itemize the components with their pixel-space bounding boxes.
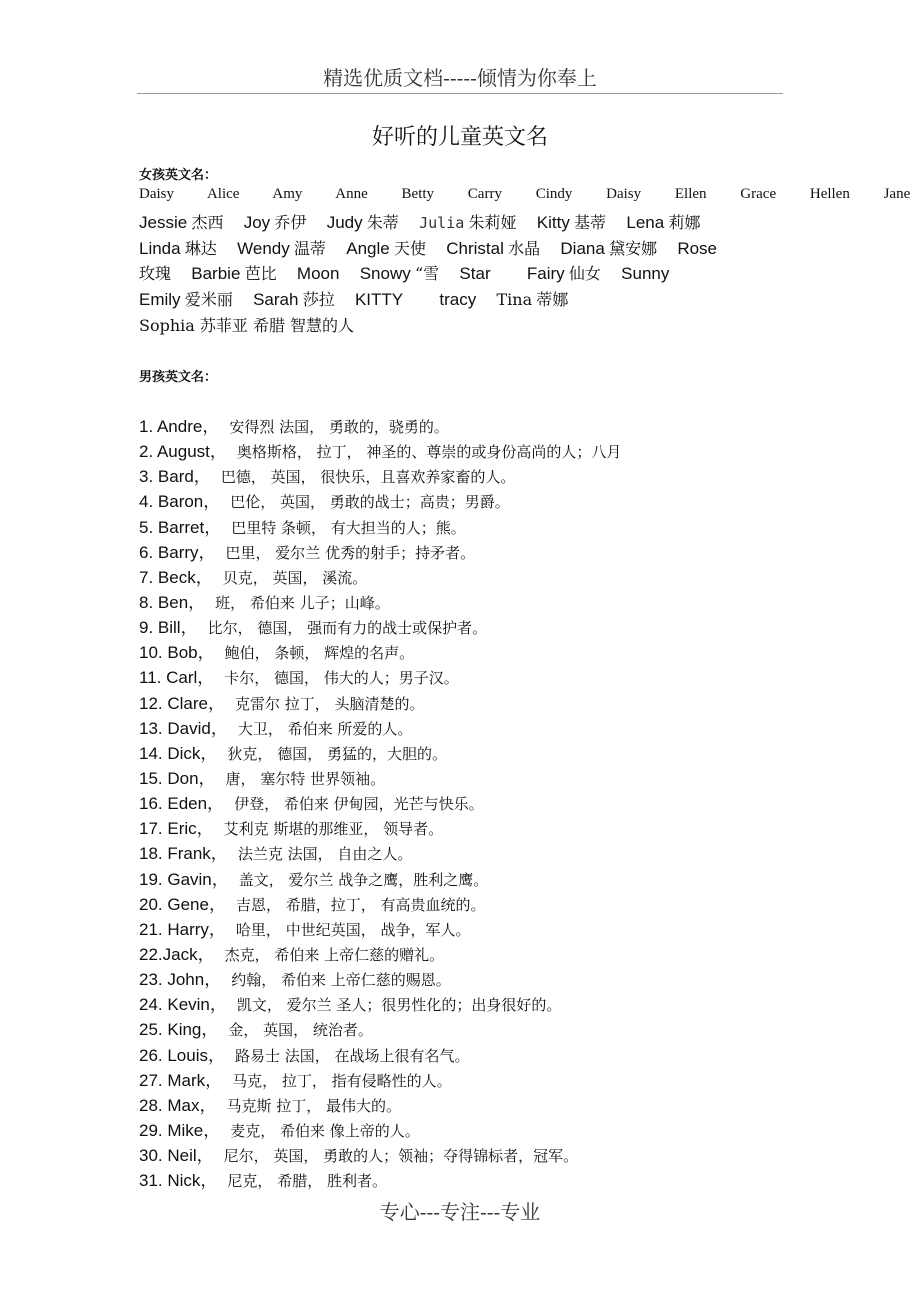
boy-name-row <box>139 816 621 841</box>
boy-name: 6. Barry， <box>139 542 216 562</box>
boy-name: 1. Andre， <box>139 417 220 436</box>
boy-name-meaning: 尼克， 希腊， 胜利者。 <box>227 1172 387 1191</box>
boy-name-meaning: 尼尔， 英国， 勇敢的人；领袖；夺得锦标者，冠军。 <box>223 1147 579 1166</box>
boy-name-meaning: 卡尔， 德国， 伟大的人；男子汉。 <box>224 669 459 688</box>
girl-name-en: Snowy <box>359 264 411 283</box>
boys-name-list <box>139 414 621 1193</box>
girl-name-cn: 芭比 <box>244 264 277 283</box>
girl-name-cn: 朱蒂 <box>366 213 399 232</box>
girl-name-en: Julia <box>419 214 465 232</box>
boy-name-meaning: 班， 希伯来 儿子；山峰。 <box>215 593 390 612</box>
girl-name-en: Christal <box>446 239 504 258</box>
boy-name-meaning: 巴德， 英国， 很快乐，且喜欢养家畜的人。 <box>220 468 516 487</box>
girls-names-line-2 <box>139 210 700 233</box>
girl-name-en: Rose <box>677 239 718 258</box>
boy-name-meaning: 艾利克 斯堪的那维亚， 领导者。 <box>223 820 444 839</box>
girl-name: Carry <box>467 186 502 202</box>
girl-name-en: KITTY <box>354 290 404 309</box>
boy-name-row <box>139 791 621 816</box>
boy-name-row <box>139 1168 621 1193</box>
boy-name-meaning: 比尔， 德国， 强而有力的战士或保护者。 <box>207 619 488 638</box>
boy-name-meaning: 克雷尔 拉丁， 头脑清楚的。 <box>234 694 425 713</box>
boy-name-row <box>139 967 621 992</box>
boy-name: 4. Baron， <box>139 492 221 512</box>
boy-name-meaning: 马克， 拉丁， 指有侵略性的人。 <box>232 1071 452 1090</box>
boy-name-row <box>139 540 621 565</box>
boy-name-row <box>139 892 621 917</box>
boy-name-meaning: 凯文， 爱尔兰 圣人；很男性化的；出身很好的。 <box>236 996 562 1015</box>
girls-names-line-1 <box>139 186 920 203</box>
girl-name: Jane <box>883 186 911 202</box>
boy-name: 13. David， <box>139 718 228 738</box>
boy-name-meaning: 唐， 塞尔特 世界领袖。 <box>225 769 386 788</box>
boy-name: 22.Jack， <box>139 944 215 964</box>
boy-name-meaning: 奥格斯格， 拉丁， 神圣的、尊崇的或身份高尚的人；八月 <box>236 443 622 462</box>
girl-name-sophia: Sophia 苏菲亚 希腊 智慧的人 <box>139 316 355 335</box>
girl-name-en: Joy <box>243 213 271 232</box>
girl-name-cn: 爱米丽 <box>184 290 233 309</box>
girl-name-cn: 基蒂 <box>574 213 607 232</box>
girl-name-en: Judy <box>326 213 363 232</box>
boy-name: 27. Mark， <box>139 1070 223 1090</box>
boy-name-row <box>139 565 621 590</box>
girl-name: Ellen <box>674 186 707 202</box>
boy-name-row <box>139 414 621 439</box>
boy-name-meaning: 吉恩， 希腊，拉丁， 有高贵血统的。 <box>235 895 486 914</box>
boy-name-meaning: 马克斯 拉丁， 最伟大的。 <box>226 1096 402 1115</box>
boy-name-row <box>139 716 621 741</box>
girl-name-cn: 莎拉 <box>302 290 335 309</box>
girl-name-en: Fairy <box>526 264 565 283</box>
boy-name: 9. Bill， <box>139 618 198 638</box>
boy-name: 3. Bard， <box>139 467 211 487</box>
boy-name-row <box>139 489 621 514</box>
boy-name-meaning: 安得烈 法国， 勇敢的，骁勇的。 <box>229 418 449 436</box>
boy-name: 25. King， <box>139 1020 219 1040</box>
boy-name: 18. Frank， <box>139 844 228 864</box>
girl-name: Daisy <box>606 186 642 202</box>
girl-name-en: Lena <box>626 213 665 232</box>
girl-name-en: Tina <box>496 290 533 309</box>
girl-name-en: tracy <box>439 290 477 309</box>
boy-name-meaning: 巴里， 爱尔兰 优秀的射手；持矛者。 <box>225 543 476 562</box>
boy-name: 21. Harry， <box>139 919 226 939</box>
girl-name-cn: 乔伊 <box>274 213 307 232</box>
boy-name-meaning: 金， 英国， 统治者。 <box>228 1021 373 1040</box>
boy-name: 29. Mike， <box>139 1120 221 1140</box>
page-header: 精选优质文档-----倾情为你奉上 <box>323 66 597 90</box>
boy-name-row <box>139 841 621 866</box>
boy-name: 10. Bob， <box>139 643 215 663</box>
girl-name-cn: 莉娜 <box>668 213 701 232</box>
boy-name-row <box>139 917 621 942</box>
girl-name: Hellen <box>809 186 850 202</box>
boy-name: 14. Dick， <box>139 743 218 763</box>
boy-name: 31. Nick， <box>139 1171 218 1191</box>
document-title: 好听的儿童英文名 <box>371 125 548 150</box>
boy-name: 30. Neil， <box>139 1146 214 1166</box>
boy-name-row <box>139 766 621 791</box>
boy-name-row <box>139 867 621 892</box>
boy-name-row <box>139 1017 621 1042</box>
page-footer: 专心---专注---专业 <box>379 1200 541 1224</box>
girl-name-cn: 水晶 <box>508 239 541 258</box>
girl-name-en: Linda <box>139 239 181 258</box>
girl-name-en: Wendy <box>237 239 290 258</box>
girls-names-line-3 <box>139 236 717 259</box>
girl-name-en: Moon <box>296 264 340 283</box>
boy-name-row <box>139 590 621 615</box>
boy-name-meaning: 麦克， 希伯来 像上帝的人。 <box>230 1121 420 1140</box>
girl-name-cn: 黛安娜 <box>609 239 658 258</box>
girl-name: Grace <box>740 186 777 202</box>
boy-name-row <box>139 615 621 640</box>
girl-name-en: Sunny <box>621 264 670 283</box>
boy-name-meaning: 盖文， 爱尔兰 战争之鹰，胜利之鹰。 <box>238 870 489 889</box>
girl-name: Betty <box>401 186 435 202</box>
boy-name: 11. Carl， <box>139 668 215 688</box>
girl-name-cn: 天使 <box>393 239 426 258</box>
boy-name-row <box>139 741 621 766</box>
boy-name-row <box>139 439 621 464</box>
girl-name-en: Star <box>459 264 491 283</box>
boy-name: 20. Gene， <box>139 894 226 914</box>
boy-name: 7. Beck， <box>139 567 213 587</box>
girl-name: Daisy <box>139 186 174 202</box>
boy-name: 5. Barret， <box>139 517 222 537</box>
boy-name-meaning: 杰克， 希伯来 上帝仁慈的赠礼。 <box>224 945 445 964</box>
girl-name-en: Jessie <box>139 213 188 232</box>
boy-name: 8. Ben， <box>139 592 206 612</box>
boy-name: 15. Don， <box>139 768 216 788</box>
boy-name-row <box>139 515 621 540</box>
boy-name-row <box>139 1118 621 1143</box>
boy-name-meaning: 大卫， 希伯来 所爱的人。 <box>237 719 413 738</box>
girl-name-cn: 蒂娜 <box>536 290 569 309</box>
boy-name-meaning: 鲍伯， 条顿， 辉煌的名声。 <box>224 644 415 663</box>
girl-name-en: Angle <box>346 239 390 258</box>
girl-name: Amy <box>272 186 303 202</box>
boy-name-row <box>139 1143 621 1168</box>
girls-names-line-4 <box>139 261 669 284</box>
boy-name-meaning: 伊登， 希伯来 伊甸园，光芒与快乐。 <box>234 795 484 814</box>
boy-name-row <box>139 464 621 489</box>
boy-name: 2. August， <box>139 442 227 462</box>
boy-name-row <box>139 942 621 967</box>
girls-names-line-5 <box>139 287 568 310</box>
boy-name-row <box>139 640 621 665</box>
boy-name-meaning: 路易士 法国， 在战场上很有名气。 <box>235 1046 470 1065</box>
boy-name: 24. Kevin， <box>139 995 227 1015</box>
girl-name-cn: 玫瑰 <box>139 264 172 283</box>
girl-name-cn: 仙女 <box>568 264 601 283</box>
boy-name-row <box>139 1093 621 1118</box>
boy-name-meaning: 巴里特 条顿， 有大担当的人；熊。 <box>231 518 466 537</box>
girl-name-en: Barbie <box>191 264 241 283</box>
boy-name-meaning: 狄克， 德国， 勇猛的，大胆的。 <box>227 744 447 763</box>
boy-name: 19. Gavin， <box>139 869 229 889</box>
boy-name: 26. Louis， <box>139 1045 225 1065</box>
girl-name: Cindy <box>535 186 573 202</box>
girl-name: Anne <box>335 186 368 202</box>
boys-section-heading: 男孩英文名： <box>139 370 218 385</box>
girls-names-line-6 <box>139 313 354 336</box>
girl-name: Alice <box>206 186 240 202</box>
boy-name-meaning: 约翰， 希伯来 上帝仁慈的赐恩。 <box>231 971 451 990</box>
girl-name-en: Kitty <box>536 213 570 232</box>
boy-name-row <box>139 992 621 1017</box>
boy-name: 28. Max， <box>139 1095 217 1115</box>
boy-name: 12. Clare， <box>139 693 225 713</box>
boy-name-row <box>139 1068 621 1093</box>
boy-name-row <box>139 665 621 690</box>
girl-name-cn: “雪 <box>414 264 440 283</box>
boy-name-meaning: 哈里， 中世纪英国， 战争，军人。 <box>235 920 471 939</box>
girls-section-heading: 女孩英文名： <box>139 168 218 183</box>
girl-name-cn: 朱莉娅 <box>468 213 517 232</box>
boy-name-row <box>139 1043 621 1068</box>
boy-name: 23. John， <box>139 970 222 990</box>
boy-name-row <box>139 691 621 716</box>
boy-name-meaning: 法兰克 法国， 自由之人。 <box>237 845 413 864</box>
girl-name-cn: 温蒂 <box>293 239 326 258</box>
girl-name-en: Emily <box>139 290 181 309</box>
boy-name: 16. Eden， <box>139 794 225 814</box>
boy-name: 17. Eric， <box>139 819 214 839</box>
header-divider <box>137 93 783 94</box>
girl-name-en: Diana <box>560 239 605 258</box>
boy-name-meaning: 巴伦， 英国， 勇敢的战士；高贵；男爵。 <box>230 493 510 512</box>
girl-name-cn: 琳达 <box>184 239 217 258</box>
girl-name-cn: 杰西 <box>191 213 224 232</box>
boy-name-meaning: 贝克， 英国， 溪流。 <box>222 568 368 587</box>
girl-name-en: Sarah <box>253 290 299 309</box>
